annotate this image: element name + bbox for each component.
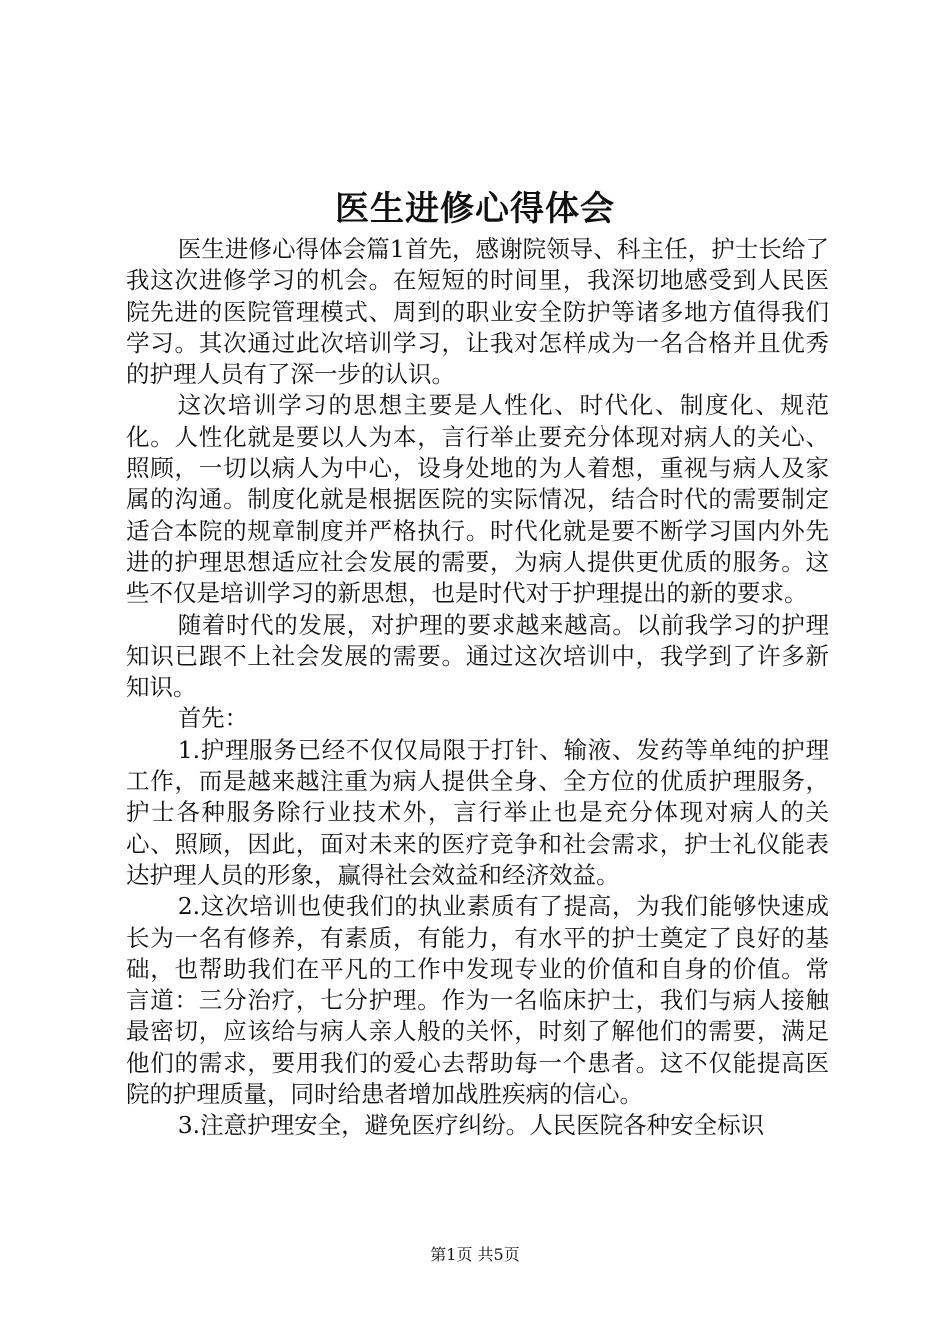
paragraph-item-3: 3.注意护理安全，避免医疗纠纷。人民医院各种安全标识 [177, 1111, 765, 1140]
page-footer: 第1页 共5页 [430, 1245, 520, 1264]
paragraph-item-1: 1.护理服务已经不仅仅局限于打针、输液、发药等单纯的护理工作，而是越来越注重为病人提供全身、全方位的优质护理服务，护士各种服务除行业技术外，言行举止也是充分体现对病人的关心、照顾，因此，面对未来的医疗竞争和社会需求，护士礼仪能表达护理人员的形象，赢得社会效益和经济效益。 [126, 735, 829, 889]
paragraph-intro: 医生进修心得体会篇1首先，感谢院领导、科主任，护士长给了我这次进修学习的机会。在短短的时间里，我深切地感受到人民医院先进的医院管理模式、周到的职业安全防护等诸多地方值得我们学习。其次通过此次培训学习，让我对怎样成为一名合格并且优秀的护理人员有了深一步的认识。 [126, 235, 829, 389]
paragraph-development: 随着时代的发展，对护理的要求越来越高。以前我学习的护理知识已跟不上社会发展的需要。通过这次培训中，我学到了许多新知识。 [126, 610, 829, 702]
document-title: 医生进修心得体会 [335, 189, 615, 229]
paragraph-first: 首先： [177, 704, 249, 733]
document-body [126, 234, 829, 1142]
paragraph-item-2: 2.这次培训也使我们的执业素质有了提高，为我们能够快速成长为一名有修养，有素质，有能力，有水平的护士奠定了良好的基础，也帮助我们在平凡的工作中发现专业的价值和自身的价值。常言道：三分治疗，七分护理。作为一名临床护士，我们与病人接触最密切，应该给与病人亲人般的关怀，时刻了解他们的需要，满足他们的需求，要用我们的爱心去帮助每一个患者。这不仅能提高医院的护理质量，同时给患者增加战胜疾病的信心。 [126, 892, 829, 1109]
paragraph-training-thoughts: 这次培训学习的思想主要是人性化、时代化、制度化、规范化。人性化就是要以人为本，言行举止要充分体现对病人的关心、照顾，一切以病人为中心，设身处地的为人着想，重视与病人及家属的沟通。制度化就是根据医院的实际情况，结合时代的需要制定适合本院的规章制度并严格执行。时代化就是要不断学习国内外先进的护理思想适应社会发展的需要，为病人提供更优质的服务。这些不仅是培训学习的新思想，也是时代对于护理提出的新的要求。 [126, 391, 829, 608]
